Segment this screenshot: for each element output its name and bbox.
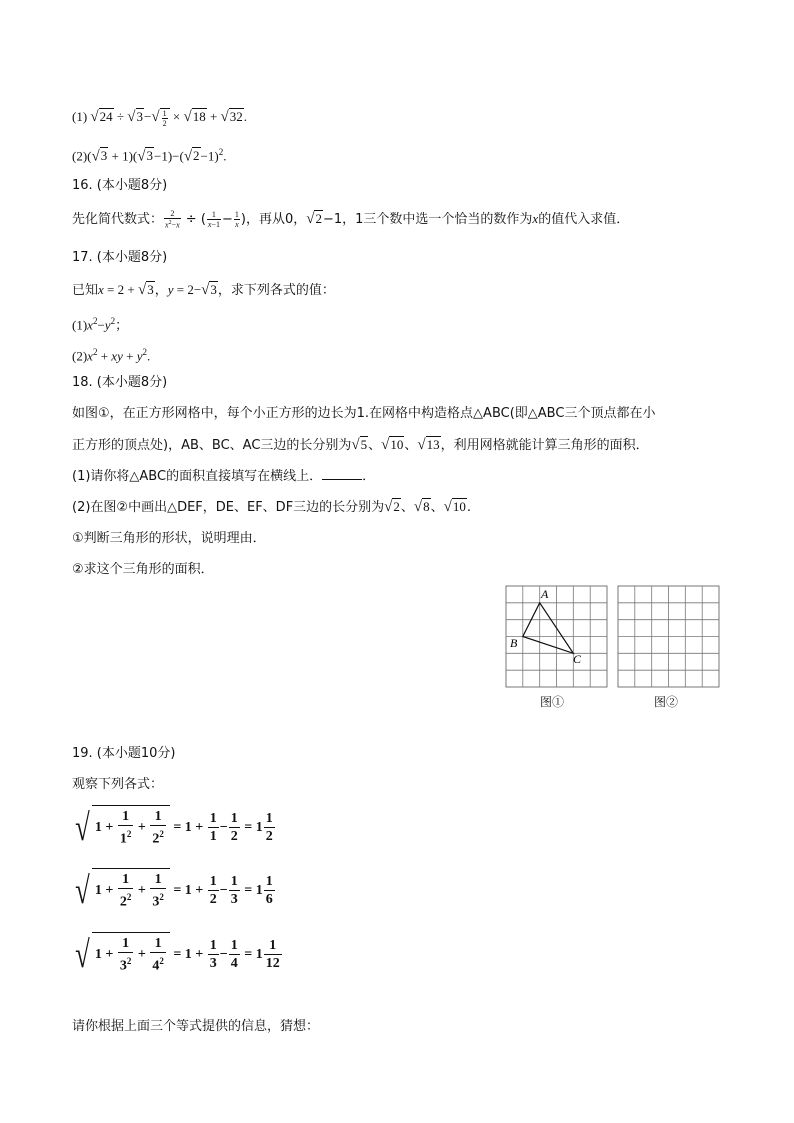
part-label: (1) <box>72 109 88 124</box>
q18-heading: 18. (本小题8分) <box>72 375 168 390</box>
q17-heading: 17. (本小题8分) <box>72 250 168 265</box>
q17-intro: 已知x = 2 + √3，y = 2−√3，求下列各式的值： <box>72 282 335 298</box>
q18-part1-text: (1)请你将△ABC的面积直接填写在横线上． <box>72 469 323 484</box>
part-label: (1) <box>72 317 88 333</box>
q19-intro: 观察下列各式： <box>72 777 164 792</box>
figure-1-caption: 图① <box>540 695 565 709</box>
q18-line2a: 正方形的顶点处)，AB、BC、AC三边的长分别为 <box>72 438 352 453</box>
q19-equation-2: √ 1 + $\frac{1}{2^2}$ + $\frac{1}{3^2}$ = 1 + $\frac{1}{2}$ − $\frac{1}{3}$ = 1 $\frac{1}{6}$ <box>75 869 273 912</box>
q15-part1: (1) √24 ÷ √3−√ $\frac{1}{2}$ × √18 + √32. <box>72 108 248 128</box>
q16-body: 先化简代数式： $\frac{2}{x^2-x}$ ÷ ( $\frac{1}{x-1}$ − $\frac{1}{x}$ )，再从0，√2−1，1三个数中选一个恰当的数作为x的值代入求值． <box>72 209 630 230</box>
q16-text-d: 的值代入求值． <box>538 211 630 227</box>
vertex-a-label: A <box>541 587 549 601</box>
q17-intro-a: 已知 <box>72 283 99 298</box>
q18-part2: (2)在图②中画出△DEF，DE、EF、DF三边的长分别为√2、√8、√10. <box>72 499 472 515</box>
q18-line1: 如图①，在正方形网格中，每个小正方形的边长为1.在网格中构造格点△ABC(即△ABC三个顶点都在小 <box>72 406 656 421</box>
q18-line2: 正方形的顶点处)，AB、BC、AC三边的长分别为√5、√10、√13，利用网格就能计算三角形的面积． <box>72 437 649 453</box>
part-label: (2) <box>72 348 88 364</box>
q19-closing: 请你根据上面三个等式提供的信息，猜想： <box>72 1019 320 1034</box>
figure-2-caption: 图② <box>654 695 679 709</box>
answer-blank <box>322 467 362 480</box>
q18-line2b: ，利用网格就能计算三角形的面积． <box>440 438 649 453</box>
q16-text-c: −1，1三个数中选一个恰当的数作为 <box>322 211 533 227</box>
part-label: (2) <box>72 148 88 164</box>
q19-equation-3: √ 1 + $\frac{1}{3^2}$ + $\frac{1}{4^2}$ = 1 + $\frac{1}{3}$ − $\frac{1}{4}$ = 1 $\frac{1}{12}$ <box>75 933 280 976</box>
q19-equation-1: √ 1 + $\frac{1}{1^2}$ + $\frac{1}{2^2}$ = 1 + $\frac{1}{1}$ − $\frac{1}{2}$ = 1 $\frac{1}{2}$ <box>75 806 273 849</box>
figure-1-grid <box>505 585 609 689</box>
vertex-b-label: B <box>510 636 518 650</box>
q16-heading: 16. (本小题8分) <box>72 178 168 193</box>
q16-text-b: ，再从0， <box>245 211 307 227</box>
q18-part1: (1)请你将△ABC的面积直接填写在横线上． ． <box>72 469 376 484</box>
triangle-abc <box>523 603 574 654</box>
q18-sub2: ②求这个三角形的面积． <box>72 562 214 577</box>
q16-text-a: 先化简代数式： <box>72 211 164 227</box>
q19-heading: 19. (本小题10分) <box>72 746 176 761</box>
q15-part2: $(2)(√3 + 1)(√3-1)-(√2-1)^2$. <box>72 147 227 165</box>
vertex-c-label: C <box>573 652 582 666</box>
q18-sub1: ①判断三角形的形状，说明理由． <box>72 531 266 546</box>
q17-part1: $(1)x^2-y^2$； <box>72 316 129 333</box>
figure-2-grid <box>617 585 721 689</box>
q17-intro-b: ，求下列各式的值： <box>217 283 335 298</box>
q17-part2: $(2)x^2$ + xy + $y^2$. <box>72 347 151 364</box>
q18-part2-text: (2)在图②中画出△DEF，DE、EF、DF三边的长分别为 <box>72 500 385 515</box>
